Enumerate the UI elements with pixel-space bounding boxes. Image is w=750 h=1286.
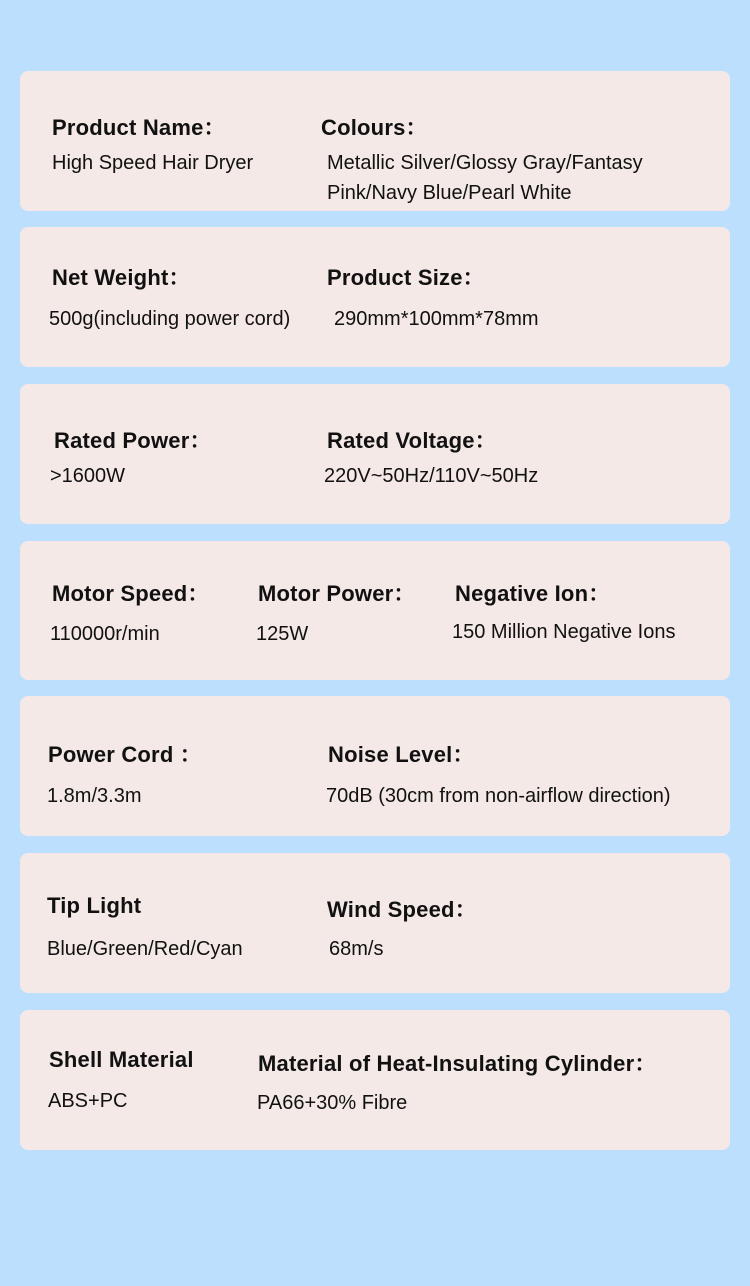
negative-ion-value: 150 Million Negative Ions [452, 621, 676, 643]
product-name-label: Product Name： [52, 115, 226, 140]
spec-card-cord-noise [20, 696, 730, 836]
heat-cylinder-material-label: Material of Heat-Insulating Cylinder： [258, 1051, 657, 1076]
product-size-label: Product Size： [327, 265, 485, 290]
rated-power-label: Rated Power： [54, 428, 212, 453]
product-size-value: 290mm*100mm*78mm [334, 308, 539, 330]
motor-speed-label: Motor Speed： [52, 581, 210, 606]
power-cord-label: Power Cord ： [48, 742, 202, 767]
motor-speed-value: 110000r/min [50, 623, 160, 645]
noise-level-value: 70dB (30cm from non-airflow direction) [326, 785, 671, 807]
motor-power-value: 125W [256, 623, 309, 645]
product-name-value: High Speed Hair Dryer [52, 152, 254, 174]
colours-value: Metallic Silver/Glossy Gray/Fantasy Pink/Navy Blue/Pearl White [327, 152, 643, 204]
spec-card-name-colours [20, 71, 730, 211]
tip-light-value: Blue/Green/Red/Cyan [47, 938, 243, 960]
noise-level-label: Noise Level： [328, 742, 475, 767]
spec-card-light-wind [20, 853, 730, 993]
negative-ion-label: Negative Ion： [455, 581, 611, 606]
power-cord-value: 1.8m/3.3m [47, 785, 142, 807]
colours-label: Colours： [321, 115, 428, 140]
rated-voltage-label: Rated Voltage： [327, 428, 497, 453]
spec-card-power-voltage [20, 384, 730, 524]
heat-cylinder-material-value: PA66+30% Fibre [257, 1092, 408, 1114]
wind-speed-value: 68m/s [329, 938, 384, 960]
spec-card-materials [20, 1010, 730, 1150]
motor-power-label: Motor Power： [258, 581, 416, 606]
shell-material-value: ABS+PC [48, 1090, 128, 1112]
shell-material-label: Shell Material [49, 1047, 194, 1072]
rated-power-value: >1600W [50, 465, 126, 487]
tip-light-label: Tip Light [47, 893, 142, 918]
spec-card-motor-ion [20, 541, 730, 680]
wind-speed-label: Wind Speed： [327, 897, 477, 922]
rated-voltage-value: 220V~50Hz/110V~50Hz [324, 465, 539, 487]
net-weight-label: Net Weight： [52, 265, 191, 290]
spec-card-weight-size [20, 227, 730, 367]
net-weight-value: 500g(including power cord) [49, 308, 291, 330]
